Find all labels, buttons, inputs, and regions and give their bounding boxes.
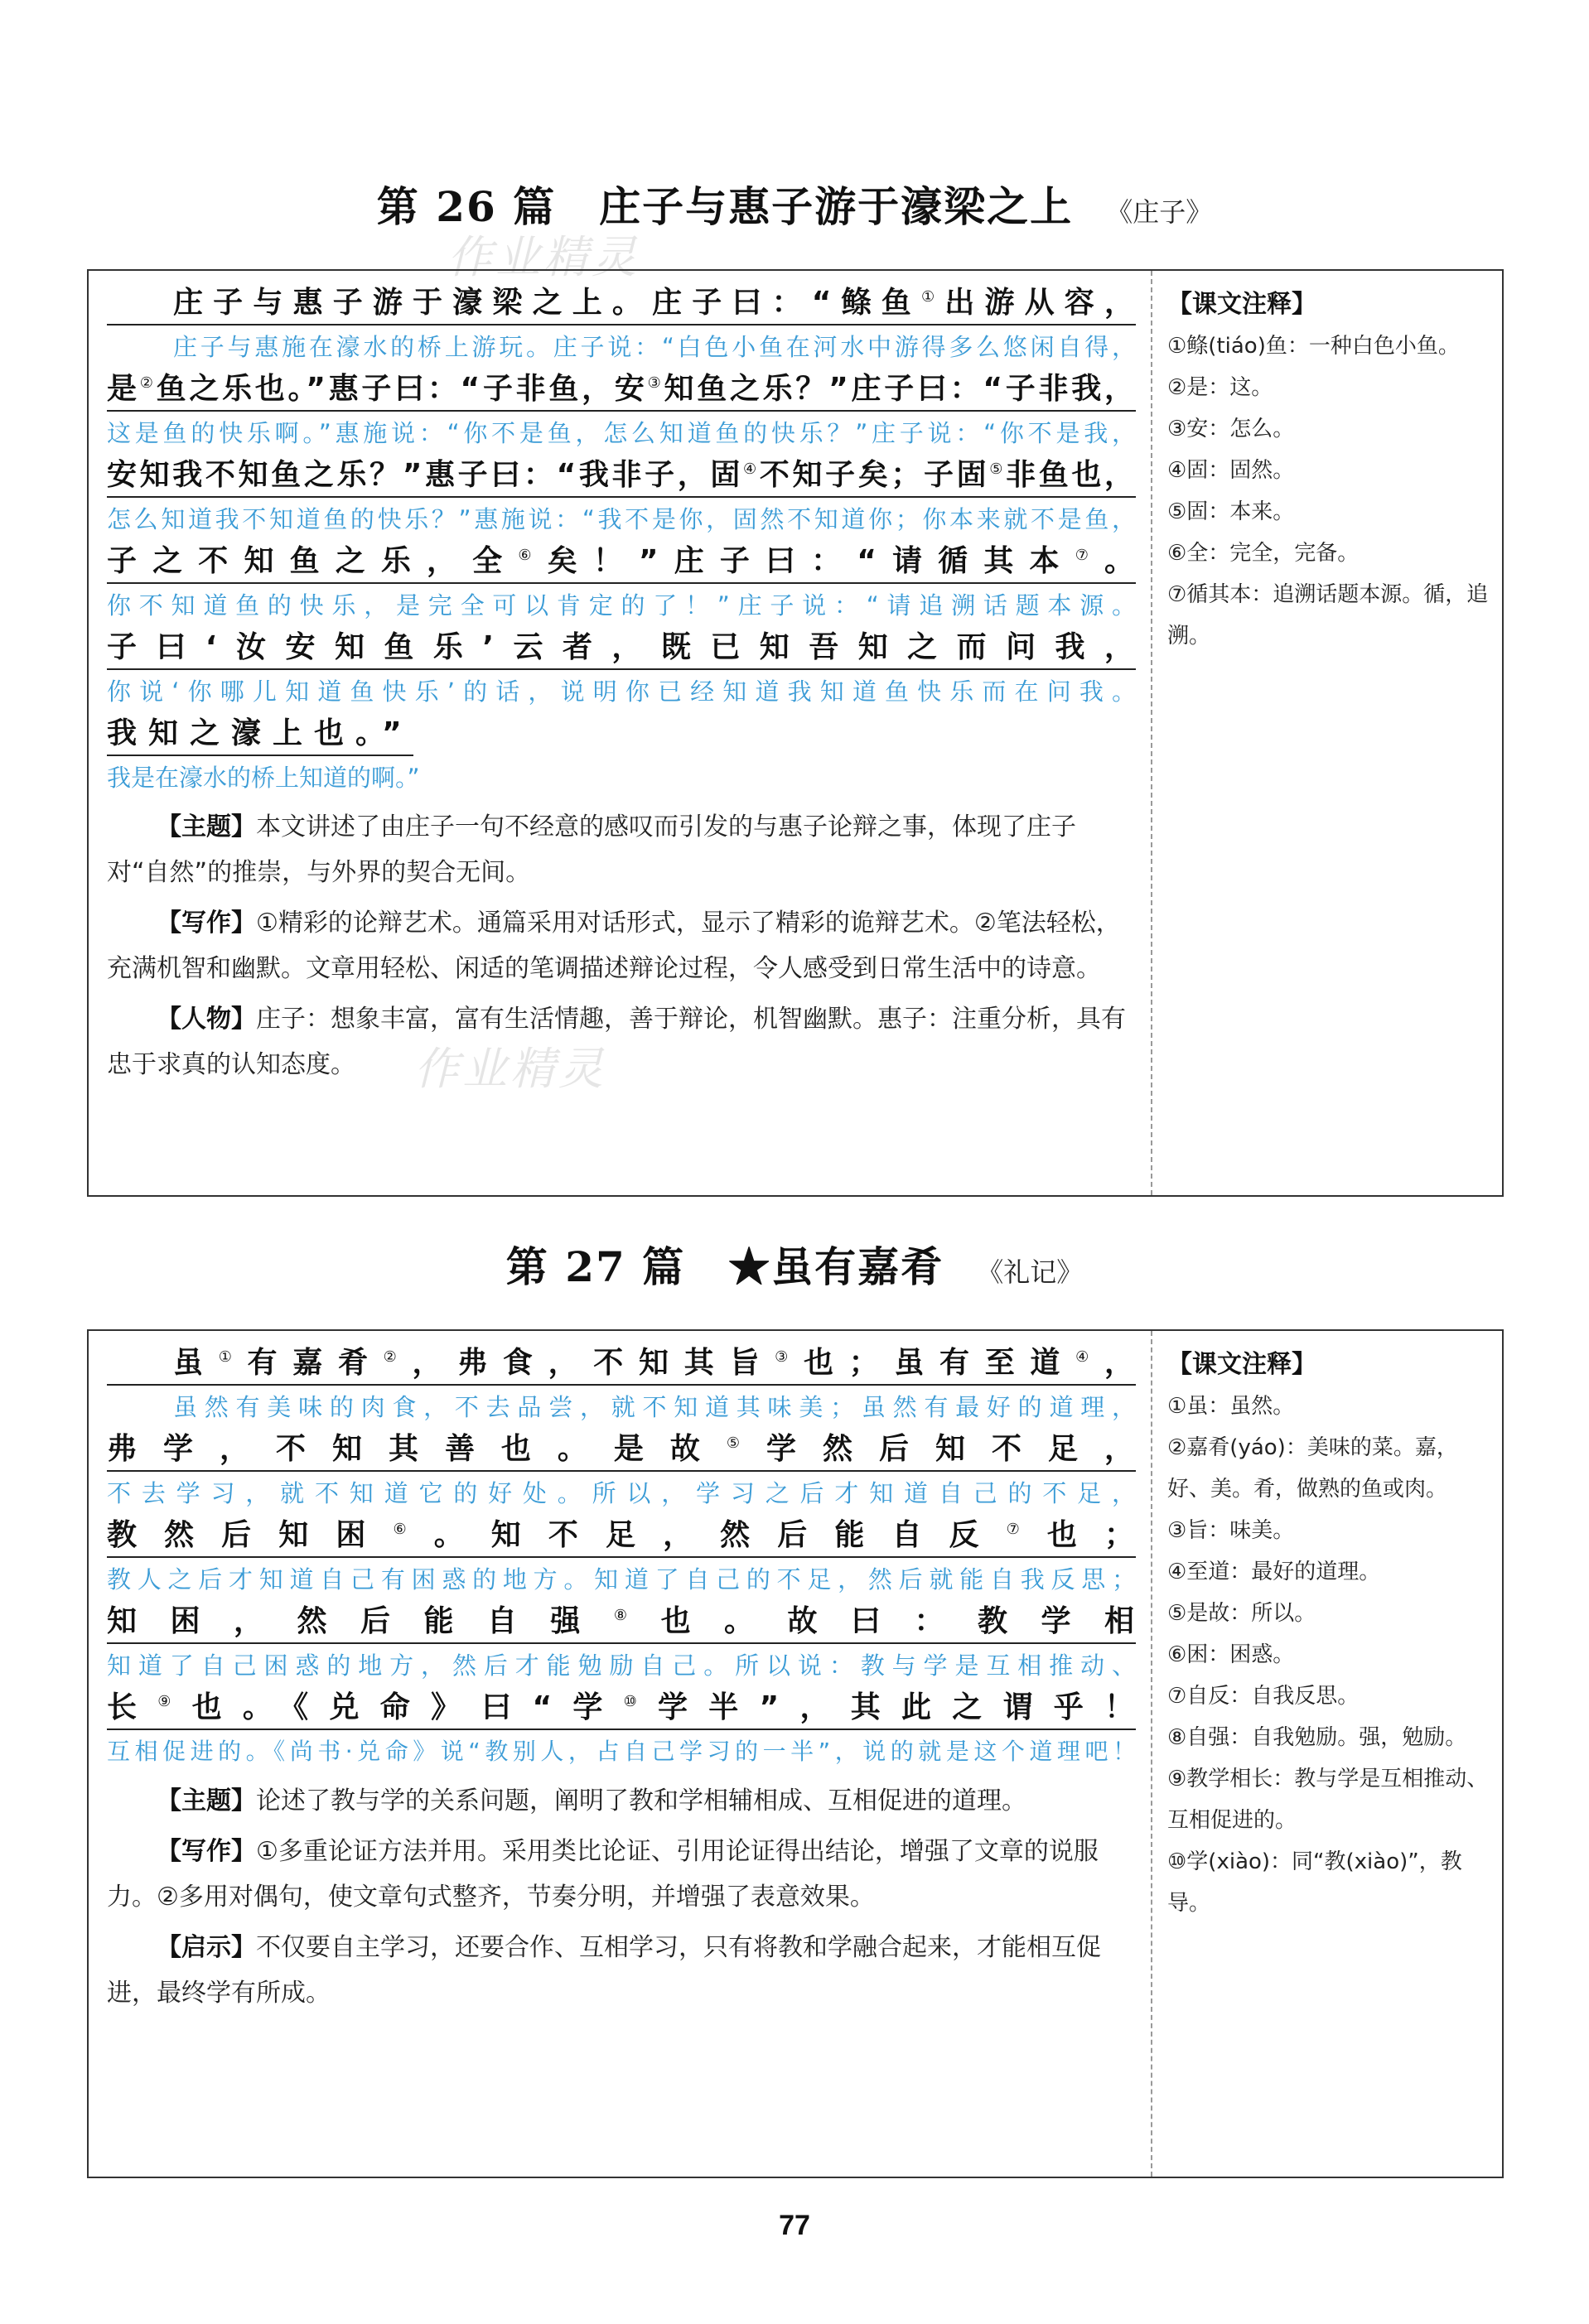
article-title: [0, 1234, 1589, 1294]
translation-line: 怎么知道我不知道鱼的快乐？”惠施说：“我不是你，固然不知道你；你本来就不是鱼，: [107, 505, 1136, 533]
notes-column: [1152, 1331, 1502, 1924]
section-text: 不仅要自主学习，还要合作、互相学习，只有将教和学融合起来，才能相互促进，最终学有所成。: [107, 1933, 1101, 2008]
text-column: [89, 1331, 1152, 2177]
note-item: ⑧自强：自我勉励。强，勉励。: [1167, 1725, 1467, 1750]
original-line: 子之不知鱼之乐，全⑥矣！”庄子曰：“请循其本⑦。: [107, 541, 1136, 584]
original-line: 庄子与惠子游于濠梁之上。庄子曰：“鲦鱼①出游从容，: [107, 282, 1136, 325]
note-item: ③安：怎么。: [1167, 417, 1295, 441]
note-item: ①虽：虽然。: [1167, 1394, 1295, 1419]
original-line: 我知之濠上也。”: [107, 713, 413, 756]
section-text: ①多重论证方法并用。采用类比论证、引用论证得出结论，增强了文章的说服力。②多用对偶句，使文章句式整齐，节奏分明，并增强了表意效果。: [107, 1837, 1099, 1912]
section-text: ①精彩的论辩艺术。通篇采用对话形式，显示了精彩的诡辩艺术。②笔法轻松，充满机智和幽默。文章用轻松、闲适的笔调描述辩论过程，令人感受到日常生活中的诗意。: [107, 909, 1121, 983]
note-item: ⑥全：完全，完备。: [1167, 541, 1360, 566]
section-text: 本文讲述了由庄子一句不经意的感叹而引发的与惠子论辩之事，体现了庄子对“自然”的推崇，与外界的契合无间。: [107, 812, 1076, 887]
page-number: 77: [779, 2210, 810, 2241]
section-tag: 【主题】: [157, 812, 256, 841]
original-line: 安知我不知鱼之乐？”惠子曰：“我非子，固④不知子矣；子固⑤非鱼也，: [107, 455, 1136, 498]
note-item: ⑥困：困惑。: [1167, 1642, 1295, 1667]
article-source: 《庄子》: [1106, 196, 1213, 228]
translation-line: 我是在濠水的桥上知道的啊。”: [107, 764, 420, 792]
note-item: ②嘉肴(yáo)：美味的菜。嘉，好、美。肴，做熟的鱼或肉。: [1167, 1435, 1458, 1502]
character-section: [107, 996, 1136, 1087]
article-title-text: 第 26 篇 庄子与惠子游于濠梁之上: [376, 182, 1074, 231]
translation-line: 教人之后才知道自己有困惑的地方。知道了自己的不足，然后就能自我反思；: [107, 1565, 1136, 1594]
article-title: [0, 174, 1589, 234]
original-line: 教然后知困⑥。知不足，然后能自反⑦也；: [107, 1515, 1136, 1558]
note-item: ⑨教学相长：教与学是互相推动、互相促进的。: [1167, 1767, 1489, 1833]
note-item: ⑤是故：所以。: [1167, 1601, 1316, 1626]
translation-line: 互相促进的。《尚书·兑命》说“教别人，占自己学习的一半”，说的就是这个道理吧！: [107, 1738, 1136, 1765]
note-item: ⑩学(xiào)：同“教(xiào)”，教导。: [1167, 1849, 1462, 1916]
watermark: 作业精灵: [414, 1043, 606, 1095]
original-line: 虽①有嘉肴②，弗食，不知其旨③也；虽有至道④，: [107, 1343, 1136, 1386]
translation-line: 你不知道鱼的快乐，是完全可以肯定的了！”庄子说：“请追溯话题本源。: [107, 591, 1136, 620]
writing-section: [107, 1829, 1136, 1920]
note-item: ⑦自反：自我反思。: [1167, 1684, 1360, 1709]
note-item: ⑦循其本：追溯话题本源。循，追溯。: [1167, 582, 1489, 649]
article-source: 《礼记》: [977, 1256, 1084, 1288]
original-line: 子曰‘汝安知鱼乐’云者，既已知吾知之而问我，: [107, 627, 1136, 670]
section-text: 论述了教与学的关系问题，阐明了教和学相辅相成、互相促进的道理。: [256, 1786, 1026, 1815]
theme-section: [107, 1778, 1136, 1824]
note-item: ③旨：味美。: [1167, 1518, 1295, 1543]
text-column: [89, 271, 1152, 1195]
note-item: ④至道：最好的道理。: [1167, 1560, 1381, 1584]
note-item: ①鲦(tiáo)鱼：一种白色小鱼。: [1167, 334, 1460, 359]
insight-section: [107, 1925, 1136, 2016]
translation-line: 你说‘你哪儿知道鱼快乐’的话，说明你已经知道我知道鱼快乐而在问我。: [107, 677, 1136, 706]
note-item: ⑤固：本来。: [1167, 499, 1295, 524]
section-tag: 【写作】: [157, 909, 256, 938]
notes-column: [1152, 271, 1502, 657]
translation-line: 这是鱼的快乐啊。”惠施说：“你不是鱼，怎么知道鱼的快乐？”庄子说：“你不是我，: [107, 419, 1136, 447]
article-box: [87, 1329, 1504, 2178]
translation-line: 不去学习，就不知道它的好处。所以，学习之后才知道自己的不足，: [107, 1479, 1136, 1507]
original-line: 长⑨也。《兑命》曰“学⑩学半”，其此之谓乎！: [107, 1687, 1136, 1730]
translation-line: 知道了自己困惑的地方，然后才能勉励自己。所以说：教与学是互相推动、: [107, 1651, 1136, 1680]
theme-section: [107, 804, 1136, 895]
original-line: 是②鱼之乐也。”惠子曰：“子非鱼，安③知鱼之乐？”庄子曰：“子非我，: [107, 369, 1136, 412]
section-tag: 【人物】: [157, 1005, 256, 1034]
watermark: 作业精灵: [447, 231, 640, 283]
section-tag: 【启示】: [157, 1933, 256, 1962]
article-box: [87, 269, 1504, 1197]
translation-line: 虽然有美味的肉食，不去品尝，就不知道其味美；虽然有最好的道理，: [173, 1393, 1136, 1421]
writing-section: [107, 900, 1136, 991]
section-tag: 【主题】: [157, 1786, 256, 1815]
section-text: 庄子：想象丰富，富有生活情趣，善于辩论，机智幽默。惠子：注重分析，具有忠于求真的认知态度。: [107, 1005, 1126, 1079]
note-item: ④固：固然。: [1167, 458, 1295, 483]
notes-heading: 【课文注释】: [1167, 290, 1316, 319]
original-line: 弗学，不知其善也。是故⑤学然后知不足，: [107, 1429, 1136, 1472]
article-title-text: 第 27 篇 ★虽有嘉肴: [505, 1242, 944, 1291]
notes-heading: 【课文注释】: [1167, 1350, 1316, 1379]
translation-line: 庄子与惠施在濠水的桥上游玩。庄子说：“白色小鱼在河水中游得多么悠闲自得，: [173, 333, 1136, 361]
section-tag: 【写作】: [157, 1837, 256, 1866]
original-line: 知困，然后能自强⑧也。故曰：教学相: [107, 1601, 1136, 1644]
note-item: ②是：这。: [1167, 375, 1273, 400]
